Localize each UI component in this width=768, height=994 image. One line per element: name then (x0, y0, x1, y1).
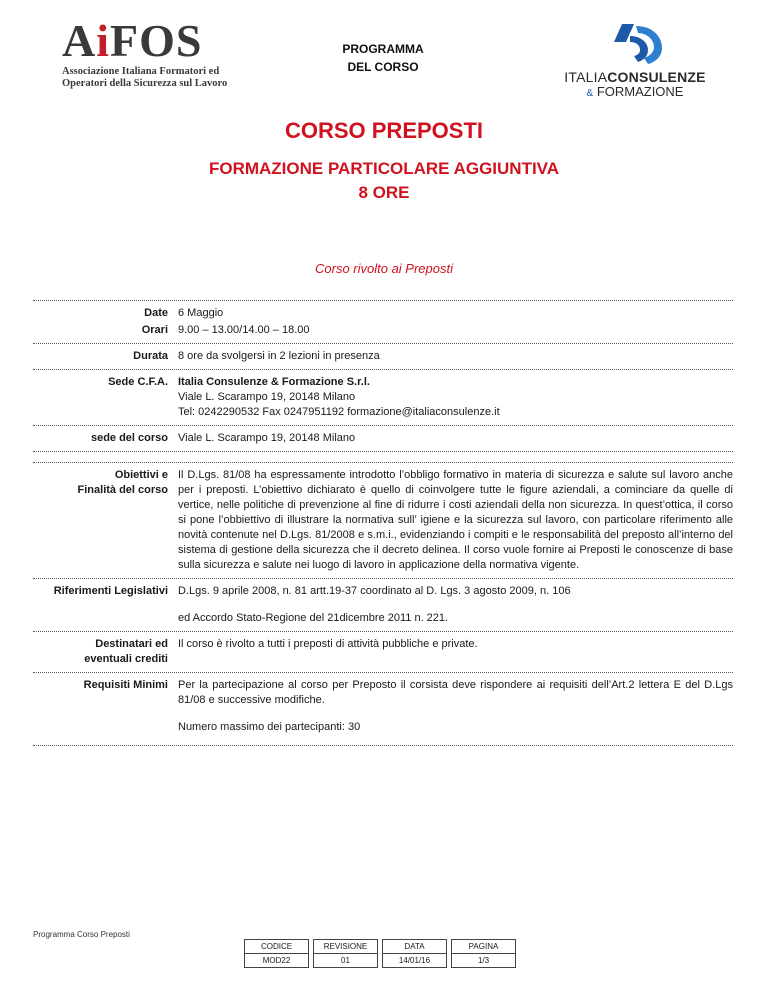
objectives-text: Il D.Lgs. 81/08 ha espressamente introdotto l’obbligo formativo in materia di sicurezza e salute sul lavoro anche per i preposti. L’obiettivo dichiarato è quello di coinvolgere tutte le figure aziendali, a cominciare da quelle di vertice, nelle politiche di prevenzione al fine di ridurre i costi aziendali della non sicurezza. In quest’ottica, il corso si pone l’obbiettivo di illustrare la normativa sull’ igiene e la sicurezza sul lavoro, con particolare riferimento alle novità contenute nel D.Lgs. 81/2008 e s.m.i., evidenziando i compiti e le responsabilità del preposto all’interno del sistema di gestione della sicurezza che il decreto delinea. Il corso vuole fornire ai Preposti le conoscenze di base sulla sicurezza e salute nei luogo di lavoro in applicazione della normativa vigente. (178, 469, 733, 571)
hours-value: 9.00 – 13.00/14.00 – 18.00 (178, 324, 310, 336)
course-subtitle-line-2: 8 ORE (358, 183, 410, 202)
cfa-address: Viale L. Scarampo 19, 20148 Milano (178, 391, 356, 403)
code-value: MOD22 (245, 954, 309, 968)
row-requirements (33, 673, 733, 745)
footer-doc-title: Programma Corso Preposti (33, 930, 130, 939)
aifos-logo-tagline-2: Operatori della Sicurezza sul Lavoro (62, 78, 228, 89)
recipients-text: Il corso è rivolto a tutti i preposti di attività pubbliche e private. (178, 638, 478, 650)
page-label: PAGINA (452, 940, 516, 954)
legal-text-2: ed Accordo Stato-Regione del 21dicembre 2011 n. 221. (178, 612, 449, 624)
row-duration (33, 344, 733, 369)
course-subtitle (0, 157, 768, 205)
requirements-text: Per la partecipazione al corso per Preposto il corsista deve rispondere ai requisiti dell’Art.2 lettera E del D.Lgs 81/08 e successive modifiche. (178, 679, 733, 706)
duration-label: Durata (133, 350, 168, 362)
row-legal (33, 579, 733, 631)
legal-label: Riferimenti Legislativi (53, 585, 168, 597)
code-table-header-row (245, 940, 516, 954)
recipients-label-line-1: Destinatari ed (95, 638, 168, 650)
course-subtitle-line-1: FORMAZIONE PARTICOLARE AGGIUNTIVA (208, 159, 560, 178)
course-target: Corso rivolto ai Preposti (315, 261, 453, 276)
cfa-name: Italia Consulenze & Formazione S.r.l. (178, 376, 370, 388)
divider (33, 745, 733, 746)
legal-value (178, 584, 733, 626)
row-cfa (33, 370, 733, 425)
date-label: DATA (383, 940, 447, 954)
italia-consulenze-mark-icon (600, 20, 670, 66)
program-label (318, 40, 448, 76)
italia-consulenze-logo-line-2: & FORMAZIONE (586, 84, 684, 99)
page-value: 1/3 (452, 954, 516, 968)
objectives-label (33, 468, 178, 573)
code-label: CODICE (245, 940, 309, 954)
recipients-label (33, 637, 178, 667)
aifos-logo-tagline-1: Associazione Italiana Formatori ed (62, 66, 220, 77)
divider (33, 451, 733, 452)
revision-value: 01 (314, 954, 378, 968)
venue-label: sede del corso (90, 432, 168, 444)
row-recipients (33, 632, 733, 672)
date-value: 14/01/16 (383, 954, 447, 968)
venue-value: Viale L. Scarampo 19, 20148 Milano (178, 432, 356, 444)
duration-value: 8 ore da svolgersi in 2 lezioni in presenza (178, 350, 380, 362)
hours-label: Orari (141, 324, 168, 336)
course-info-table (33, 300, 733, 746)
document-code-table (244, 939, 516, 968)
aifos-logo (62, 15, 242, 90)
objectives-label-line-2: Finalità del corso (77, 484, 168, 496)
recipients-label-line-2: eventuali crediti (84, 653, 168, 665)
aifos-logo-word: AiFOS (62, 15, 203, 66)
italia-consulenze-logo (545, 20, 725, 101)
row-hours (33, 321, 733, 343)
requirements-label: Requisiti Minimi (83, 679, 168, 691)
cfa-contacts: Tel: 0242290532 Fax 0247951192 formazione@italiaconsulenze.it (178, 406, 500, 418)
cfa-value (178, 375, 733, 420)
max-participants: Numero massimo dei partecipanti: 30 (178, 721, 361, 733)
date-value: 6 Maggio (178, 307, 224, 319)
program-label-line-2: DEL CORSO (347, 60, 419, 74)
course-title: CORSO PREPOSTI (284, 118, 484, 143)
code-table-value-row (245, 954, 516, 968)
legal-text-1: D.Lgs. 9 aprile 2008, n. 81 artt.19-37 coordinato al D. Lgs. 3 agosto 2009, n. 106 (178, 585, 571, 597)
italia-consulenze-logo-line-1: ITALIACONSULENZE (564, 69, 706, 85)
requirements-value (178, 678, 733, 735)
date-label: Date (144, 307, 168, 319)
cfa-label: Sede C.F.A. (108, 376, 168, 388)
row-objectives (33, 463, 733, 578)
program-label-line-1: PROGRAMMA (342, 42, 424, 56)
objectives-label-line-1: Obiettivi e (114, 469, 168, 481)
row-date (33, 301, 733, 321)
row-venue (33, 426, 733, 451)
revision-label: REVISIONE (314, 940, 378, 954)
